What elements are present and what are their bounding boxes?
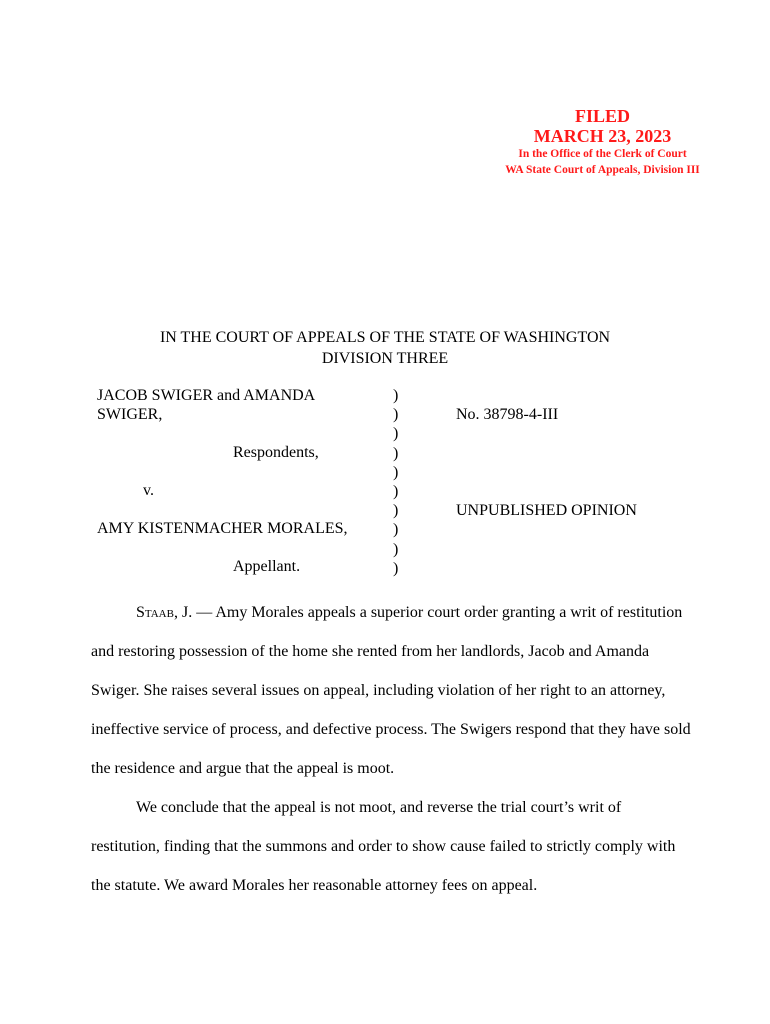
court-header (0, 327, 770, 369)
opinion-paragraph-2: We conclude that the appeal is not moot, and reverse the trial court’s writ of restitution, finding that the summons and order to show cause failed to strictly comply with the statute. We award Morales her reasonable attorney fees on appeal. (91, 799, 676, 894)
clerk-office: In the Office of the Clerk of Court (518, 148, 687, 160)
filed-date: MARCH 23, 2023 (533, 126, 672, 146)
filed-label: FILED (574, 106, 630, 126)
appellant-name: AMY KISTENMACHER MORALES, (97, 520, 348, 537)
court-name: IN THE COURT OF APPEALS OF THE STATE OF WASHINGTON (159, 329, 611, 346)
opinion-type: UNPUBLISHED OPINION (456, 502, 637, 519)
paragraph-1-text: Amy Morales appeals a superior court order granting a writ of restitution and restoring possession of the home she rented from her landlords, Jacob and Amanda Swiger. She raises several issues on appeal, including violation of her right to an attorney, ineffective service of process, and defective process. The Swigers respond that they have sold the residence and argue that the appeal is moot. (91, 604, 691, 777)
opinion-body (91, 593, 691, 905)
author-name: Staab (136, 604, 174, 621)
court-division: WA State Court of Appeals, Division III (505, 164, 700, 176)
court-division-title: DIVISION THREE (321, 350, 449, 367)
filing-stamp (480, 106, 725, 178)
author-suffix: , J. — (173, 604, 216, 621)
case-number: No. 38798-4-III (456, 406, 559, 423)
respondents-name-line1: JACOB SWIGER and AMANDA (97, 387, 316, 404)
appellant-role: Appellant. (233, 558, 301, 575)
opinion-paragraph-1 (91, 593, 691, 788)
case-caption-parties (97, 386, 367, 576)
respondents-name-line2: SWIGER, (97, 406, 163, 423)
caption-divider: ) ) ) ) ) ) ) ) ) ) (393, 387, 399, 577)
versus: v. (143, 482, 154, 499)
respondents-role: Respondents, (233, 444, 319, 461)
